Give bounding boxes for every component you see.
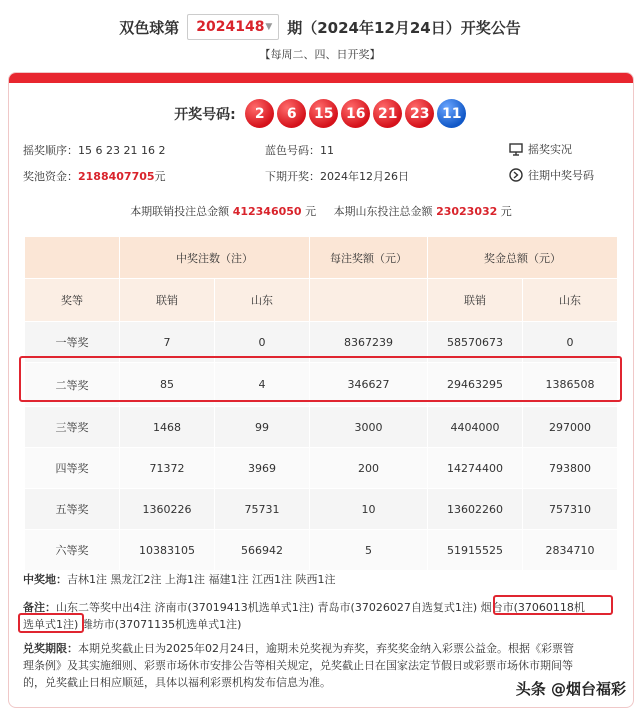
table-cell: 51915525 <box>428 530 523 571</box>
table-cell: 29463295 <box>428 363 523 407</box>
remark-label: 备注： <box>23 601 56 614</box>
red-ball: 2 <box>245 99 274 128</box>
next-draw-value: 2024年12月26日 <box>320 170 409 183</box>
blue-number-label: 蓝色号码： <box>265 144 320 157</box>
remark-text-2a: 选单式1注) <box>23 618 79 631</box>
draw-schedule: 【每周二、四、日开奖】 <box>259 48 381 61</box>
table-cell: 71372 <box>120 448 215 489</box>
table-cell: 1386508 <box>523 363 618 407</box>
deadline-text-3: 的，兑奖截止日相应顺延，具体以福利彩票机构发布信息为准。 <box>23 676 331 689</box>
table-cell: 75731 <box>215 489 310 530</box>
tier-cell: 五等奖 <box>25 489 120 530</box>
announcement-header <box>0 0 640 70</box>
table-cell: 4404000 <box>428 407 523 448</box>
sales-totals <box>9 203 633 219</box>
table-header-shandong: 山东 <box>215 279 310 322</box>
winning-numbers <box>9 99 633 128</box>
blue-number-value: 11 <box>320 144 334 157</box>
table-cell: 757310 <box>523 489 618 530</box>
title-prefix: 双色球第 <box>119 18 180 37</box>
deadline-text-1: 本期兑奖截止日为2025年02月24日，逾期未兑奖视为弃奖，弃奖奖金纳入彩票公益金。根据《彩票管 <box>78 642 574 655</box>
table-header-blank-2 <box>310 279 428 322</box>
national-sales-label: 本期联销投注总金额 <box>130 205 230 218</box>
red-ball: 16 <box>341 99 370 128</box>
table-header-per-bet: 每注奖额（元） <box>310 237 428 279</box>
table-cell: 14274400 <box>428 448 523 489</box>
live-draw-link[interactable] <box>509 141 572 157</box>
shandong-sales-label: 本期山东投注总金额 <box>333 205 433 218</box>
table-cell: 99 <box>215 407 310 448</box>
table-cell: 8367239 <box>310 322 428 363</box>
red-ball: 15 <box>309 99 338 128</box>
table-cell: 346627 <box>310 363 428 407</box>
table-header-national: 联销 <box>428 279 523 322</box>
winning-locations-label: 中奖地： <box>23 573 67 586</box>
shandong-sales-unit: 元 <box>500 205 512 218</box>
tier-cell: 三等奖 <box>25 407 120 448</box>
table-header-shandong: 山东 <box>523 279 618 322</box>
table-header-national: 联销 <box>120 279 215 322</box>
table-cell: 1360226 <box>120 489 215 530</box>
table-cell: 200 <box>310 448 428 489</box>
monitor-icon <box>509 142 523 156</box>
page-title <box>0 14 640 40</box>
deadline-text-2: 理条例》及其实施细则、彩票市场休市安排公告等相关规定，兑奖截止日在国家法定节假日或彩票市场休市期间等 <box>23 659 573 672</box>
next-draw-label: 下期开奖： <box>265 170 320 183</box>
table-cell: 0 <box>523 322 618 363</box>
table-cell: 58570673 <box>428 322 523 363</box>
draw-order-value: 15 6 23 21 16 2 <box>78 144 166 157</box>
tier-cell: 二等奖 <box>25 363 120 407</box>
arrow-circle-icon <box>509 168 523 182</box>
issue-value: 2024148 <box>196 19 265 35</box>
red-ball: 6 <box>277 99 306 128</box>
table-cell: 85 <box>120 363 215 407</box>
prize-table <box>24 236 618 571</box>
watermark: 头条 @烟台福彩 <box>515 680 626 698</box>
winning-locations-text: 吉林1注 黑龙江2注 上海1注 福建1注 江西1注 陕西1注 <box>67 573 336 586</box>
table-cell: 1468 <box>120 407 215 448</box>
issue-select[interactable] <box>187 14 279 40</box>
table-cell: 13602260 <box>428 489 523 530</box>
chevron-down-icon: ▼ <box>265 22 273 32</box>
next-draw <box>265 168 409 184</box>
red-ball: 23 <box>405 99 434 128</box>
draw-order <box>23 142 165 158</box>
blue-number <box>265 142 334 158</box>
prize-pool <box>23 168 166 184</box>
table-cell: 5 <box>310 530 428 571</box>
tier-cell: 四等奖 <box>25 448 120 489</box>
table-header-tier: 奖等 <box>25 279 120 322</box>
table-cell: 10383105 <box>120 530 215 571</box>
table-row <box>25 489 618 530</box>
winning-locations <box>23 571 335 588</box>
title-suffix: 期（2024年12月24日）开奖公告 <box>287 18 521 37</box>
table-header-blank <box>25 237 120 279</box>
panel-topbar <box>9 73 633 83</box>
yantai-highlight-1 <box>493 595 613 615</box>
red-ball: 21 <box>373 99 402 128</box>
national-sales-value: 412346050 <box>232 205 302 218</box>
table-row <box>25 407 618 448</box>
table-header-total: 奖金总额（元） <box>428 237 618 279</box>
tier-cell: 六等奖 <box>25 530 120 571</box>
table-cell: 2834710 <box>523 530 618 571</box>
live-draw-label: 摇奖实况 <box>528 143 572 156</box>
table-cell: 566942 <box>215 530 310 571</box>
prize-pool-label: 奖池资金： <box>23 170 78 183</box>
table-cell: 4 <box>215 363 310 407</box>
table-cell: 0 <box>215 322 310 363</box>
prize-pool-unit: 元 <box>154 170 166 183</box>
yantai-highlight-2 <box>18 613 84 633</box>
prize-pool-value: 2188407705 <box>78 170 155 183</box>
table-cell: 3000 <box>310 407 428 448</box>
tier-cell: 一等奖 <box>25 322 120 363</box>
table-cell: 10 <box>310 489 428 530</box>
remark-text-1: 山东二等奖中出4注 济南市(37019413机选单式1注) 青岛市(37026027自选复式1注) 烟台市(37060118机 <box>56 601 585 614</box>
table-cell: 297000 <box>523 407 618 448</box>
table-header-winners: 中奖注数（注） <box>120 237 310 279</box>
national-sales-unit: 元 <box>305 205 317 218</box>
second-prize-highlight <box>19 356 622 402</box>
remark-text-2b: 潍坊市(37071135机选单式1注) <box>81 618 242 631</box>
deadline-line-1 <box>23 640 574 657</box>
table-cell: 3969 <box>215 448 310 489</box>
past-results-label: 往期中奖号码 <box>528 169 594 182</box>
table-cell: 793800 <box>523 448 618 489</box>
table-cell: 7 <box>120 322 215 363</box>
winning-numbers-label: 开奖号码: <box>174 106 236 123</box>
shandong-sales-value: 23023032 <box>436 205 498 218</box>
draw-order-label: 摇奖顺序： <box>23 144 78 157</box>
results-panel <box>8 72 634 708</box>
deadline-label: 兑奖期限： <box>23 642 78 655</box>
past-results-link[interactable] <box>509 167 594 183</box>
blue-ball: 11 <box>437 99 466 128</box>
table-row <box>25 448 618 489</box>
table-row <box>25 530 618 571</box>
